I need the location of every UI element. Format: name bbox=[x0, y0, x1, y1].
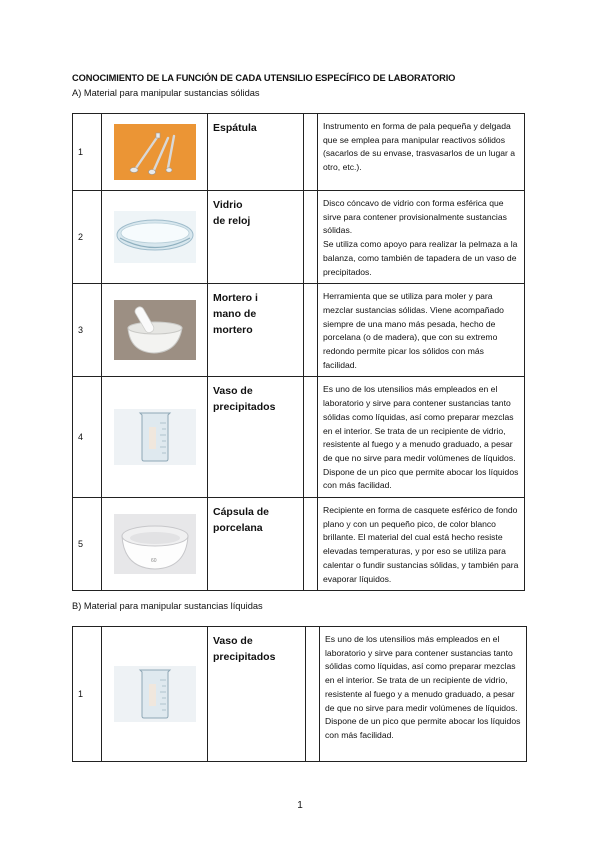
item-name: Mortero i mano de mortero bbox=[208, 284, 304, 377]
row-number: 1 bbox=[73, 114, 102, 191]
item-name: Cápsula de porcelana bbox=[208, 498, 304, 591]
porcelain-dish-photo bbox=[102, 498, 208, 591]
item-description: Disco cóncavo de vidrio con forma esférica que sirve para contener provisionalmente sustancias sólidas. Se utiliza como apoyo para realizar la pelmaza a la balanza, como también de tapadera de un vaso de precipitados. bbox=[318, 191, 525, 284]
item-name: Vaso de precipitados bbox=[208, 627, 306, 762]
document-heading: CONOCIMIENTO DE LA FUNCIÓN DE CADA UTENSILIO ESPECÍFICO DE LABORATORIO bbox=[72, 73, 456, 83]
table-row bbox=[73, 498, 525, 591]
item-description: Es uno de los utensilios más empleados en el laboratorio y sirve para contener sustancias tanto sólidas como líquidas, así como preparar mezclas en el interior. Se trata de un recipiente de vidrio, resistente al fuego y a menudo graduado, a pesar de que no sirve para medir volúmenes de líquidos. Dispone de un pico que permite abocar los líquidos con más facilidad. bbox=[320, 627, 527, 762]
row-number: 1 bbox=[73, 627, 102, 762]
item-description: Es uno de los utensilios más empleados en el laboratorio y sirve para contener sustancias tanto sólidas como líquidas, así como preparar mezclas en el interior. Se trata de un recipiente de vidrio, resistente al fuego y a menudo graduado, a pesar de que no sirve para medir volúmenes de líquidos. Dispone de un pico que permite abocar los líquidos con más facilidad. bbox=[318, 377, 525, 498]
section-b-title: B) Material para manipular sustancias líquidas bbox=[72, 601, 263, 611]
mortar-pestle-photo bbox=[102, 284, 208, 377]
item-name: Vidrio de reloj bbox=[208, 191, 304, 284]
watch-glass-photo bbox=[102, 191, 208, 284]
item-description: Instrumento en forma de pala pequeña y delgada que se emplea para manipular reactivos sólidos (sacarlos de su envase, trasvasarlos de un lugar a otro, etc.). bbox=[318, 114, 525, 191]
item-description: Recipiente en forma de casquete esférico de fondo plano y con un pequeño pico, de color blanco brillante. El material del cual está hecho resiste elevadas temperaturas, y por eso se utiliza para calentar o fundir sustancias sólidas, y también para evaporar líquidos. bbox=[318, 498, 525, 591]
section-a-title: A) Material para manipular sustancias sólidas bbox=[72, 88, 260, 98]
row-number: 3 bbox=[73, 284, 102, 377]
solids-table bbox=[72, 113, 525, 591]
table-row bbox=[73, 114, 525, 191]
row-number: 5 bbox=[73, 498, 102, 591]
row-number: 4 bbox=[73, 377, 102, 498]
table-row bbox=[73, 627, 527, 762]
table-row bbox=[73, 284, 525, 377]
table-row bbox=[73, 191, 525, 284]
row-number: 2 bbox=[73, 191, 102, 284]
beaker-photo bbox=[102, 627, 208, 762]
table-row bbox=[73, 377, 525, 498]
item-description: Herramienta que se utiliza para moler y para mezclar sustancias sólidas. Viene acompañado siempre de una mano más pesada, hecho de porcelana (o de madera), que con su extremo redondo permite picar los sólidos con más facilidad. bbox=[318, 284, 525, 377]
beaker-photo bbox=[102, 377, 208, 498]
item-name: Espátula bbox=[208, 114, 304, 191]
spatulas-photo bbox=[102, 114, 208, 191]
svg-text:60: 60 bbox=[150, 558, 157, 565]
item-name: Vaso de precipitados bbox=[208, 377, 304, 498]
liquids-table bbox=[72, 626, 527, 762]
page-number: 1 bbox=[297, 800, 303, 811]
